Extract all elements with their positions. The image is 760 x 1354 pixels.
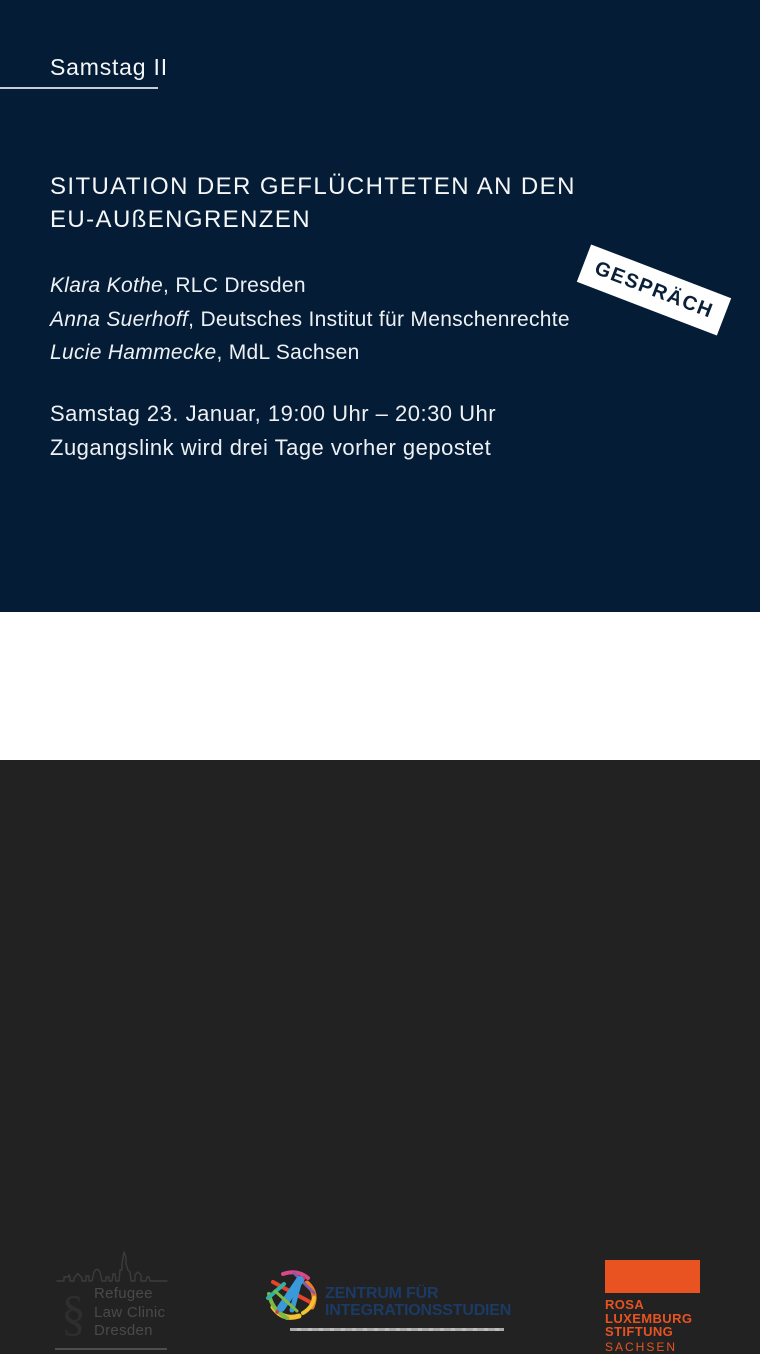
zfi-logo-text bbox=[325, 1285, 511, 1319]
rls-rectangle-icon bbox=[605, 1260, 700, 1293]
schedule-datetime: Samstag 23. Januar, 19:00 Uhr – 20:30 Uhr bbox=[50, 401, 497, 426]
speaker-name: Lucie Hammecke bbox=[50, 341, 217, 364]
speaker-list bbox=[50, 269, 570, 370]
day-tag: Samstag II bbox=[50, 54, 168, 80]
logo-footer bbox=[0, 612, 760, 1354]
speaker-affiliation: , Deutsches Institut für Menschenrechte bbox=[188, 307, 570, 331]
logo-refugee-law-clinic bbox=[55, 1249, 169, 1350]
speaker-name: Anna Suerhoff bbox=[50, 307, 189, 331]
speaker-affiliation: , MdL Sachsen bbox=[216, 341, 360, 364]
rlc-text-line3: Dresden bbox=[94, 1322, 153, 1339]
logo-zentrum-integrationsstudien bbox=[263, 1267, 511, 1327]
rls-text-line4: SACHSEN bbox=[605, 1339, 678, 1354]
rls-text-line3: STIFTUNG bbox=[605, 1324, 674, 1339]
rlc-logo-underline bbox=[55, 1348, 167, 1350]
paragraph-symbol-icon: § bbox=[61, 1284, 86, 1341]
main-section bbox=[0, 0, 760, 612]
speaker-row bbox=[50, 336, 570, 370]
event-title-line1: SITUATION DER GEFLÜCHTETEN AN DEN bbox=[50, 173, 576, 200]
speaker-row bbox=[50, 303, 570, 337]
rlc-logo-row bbox=[55, 1285, 169, 1341]
rlc-text-line1: Refugee bbox=[94, 1285, 153, 1302]
rlc-text-line2: Law Clinic bbox=[94, 1303, 166, 1321]
speaker-name: Klara Kothe bbox=[50, 274, 164, 297]
zfi-scribble-icon bbox=[263, 1267, 321, 1327]
rls-logo-text bbox=[605, 1298, 725, 1339]
event-title-line2: EU-AUßENGRENZEN bbox=[50, 206, 312, 233]
zfi-text-line2: INTEGRATIONSSTUDIEN bbox=[325, 1302, 512, 1319]
rls-text-line2: LUXEMBURG bbox=[605, 1310, 693, 1326]
event-title bbox=[50, 170, 576, 236]
speaker-affiliation: , RLC Dresden bbox=[163, 274, 306, 297]
schedule-access-note: Zugangslink wird drei Tage vorher gepostet bbox=[50, 434, 492, 460]
rls-text-line1: ROSA bbox=[605, 1297, 645, 1312]
schedule-block bbox=[50, 397, 496, 464]
rlc-logo-text bbox=[94, 1285, 165, 1341]
zfi-faint-subline bbox=[290, 1328, 504, 1331]
speaker-row bbox=[50, 269, 570, 303]
dresden-skyline-icon bbox=[55, 1249, 169, 1287]
day-tag-underline bbox=[0, 87, 158, 89]
format-badge: GESPRÄCH bbox=[577, 244, 731, 335]
logo-rosa-luxemburg-stiftung bbox=[605, 1260, 725, 1354]
zfi-text-line1: ZENTRUM FÜR bbox=[325, 1285, 439, 1302]
